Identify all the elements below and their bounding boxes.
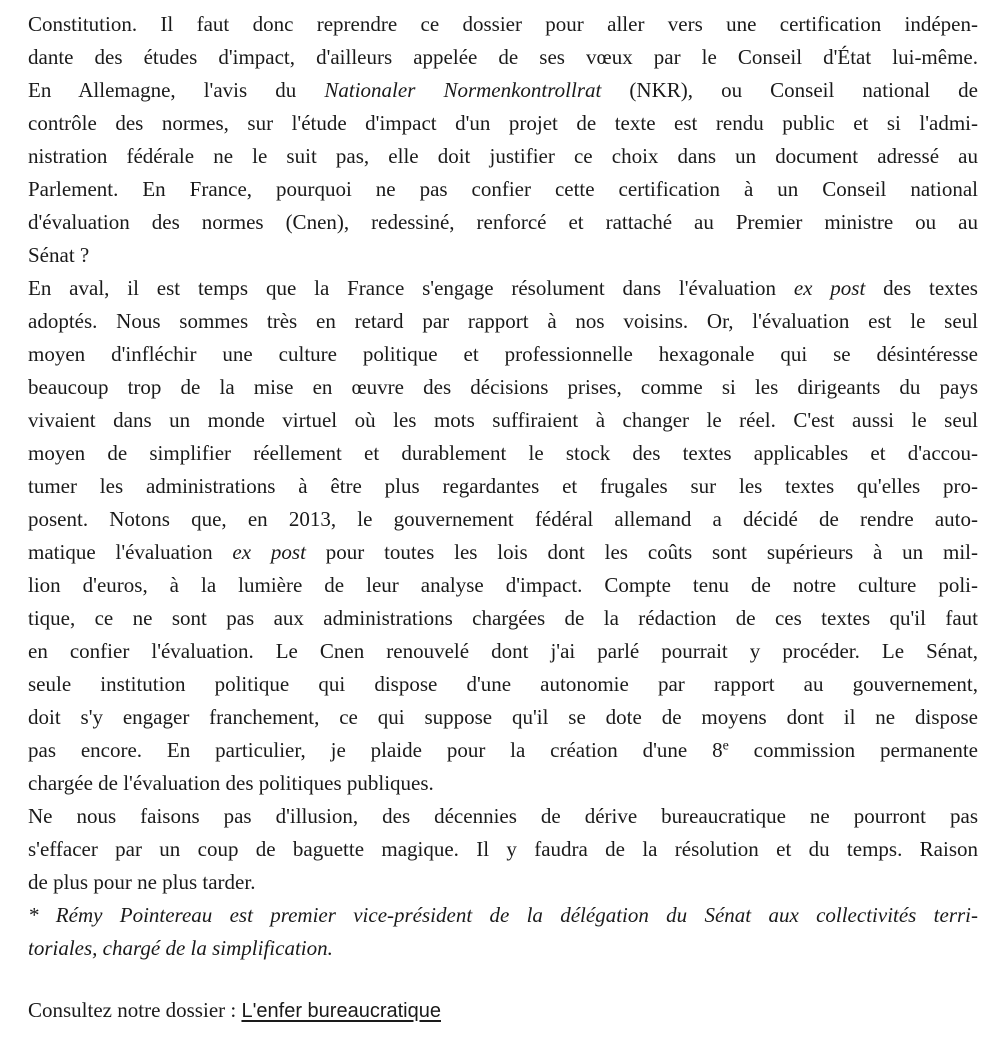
- text-line: adoptés. Nous sommes très en retard par rapport à nos voisins. Or, l'évaluation est le seul: [28, 309, 978, 333]
- text-line: Parlement. En France, pourquoi ne pas confier cette certification à un Conseil national: [28, 177, 978, 201]
- text-line: beaucoup trop de la mise en œuvre des décisions prises, comme si les dirigeants du pays: [28, 375, 978, 399]
- text-line: de plus pour ne plus tarder.: [28, 870, 256, 894]
- dossier-footer: [28, 994, 978, 1028]
- text-line: lion d'euros, à la lumière de leur analyse d'impact. Compte tenu de notre culture poli-: [28, 573, 978, 597]
- text-line: En Allemagne, l'avis du Nationaler Normenkontrollrat (NKR), ou Conseil national de: [28, 78, 978, 102]
- text-line: contrôle des normes, sur l'étude d'impact d'un projet de texte est rendu public et si l'admi-: [28, 111, 978, 135]
- text-line: posent. Notons que, en 2013, le gouvernement fédéral allemand a décidé de rendre auto-: [28, 507, 978, 531]
- paragraph-3: [28, 800, 978, 899]
- italic-term: ex post: [232, 540, 306, 564]
- superscript: e: [722, 738, 729, 754]
- note-line: * Rémy Pointereau est premier vice-président de la délégation du Sénat aux collectivités terri-: [28, 903, 978, 927]
- text-line: pas encore. En particulier, je plaide pour la création d'une 8e commission permanente: [28, 738, 978, 762]
- paragraph-2: [28, 272, 978, 800]
- text-line: moyen d'infléchir une culture politique et professionnelle hexagonale qui se désintéresse: [28, 342, 978, 366]
- spacer: [28, 965, 978, 994]
- text-line: vivaient dans un monde virtuel où les mots suffiraient à changer le réel. C'est aussi le seul: [28, 408, 978, 432]
- text-line: Ne nous faisons pas d'illusion, des décennies de dérive bureaucratique ne pourront pas: [28, 804, 978, 828]
- text-line: d'évaluation des normes (Cnen), redessiné, renforcé et rattaché au Premier ministre ou au: [28, 210, 978, 234]
- text-line: En aval, il est temps que la France s'engage résolument dans l'évaluation ex post des textes: [28, 276, 978, 300]
- text-line: chargée de l'évaluation des politiques publiques.: [28, 771, 434, 795]
- text-line: s'effacer par un coup de baguette magique. Il y faudra de la résolution et du temps. Raison: [28, 837, 978, 861]
- paragraph-1: [28, 8, 978, 272]
- text-line: en confier l'évaluation. Le Cnen renouvelé dont j'ai parlé pourrait y procéder. Le Sénat,: [28, 639, 978, 663]
- footer-prefix: Consultez notre dossier :: [28, 998, 242, 1022]
- note-line: toriales, chargé de la simplification.: [28, 936, 333, 960]
- text-line: matique l'évaluation ex post pour toutes les lois dont les coûts sont supérieurs à un mil-: [28, 540, 978, 564]
- text-line: Sénat ?: [28, 243, 90, 267]
- italic-term: ex post: [793, 276, 866, 300]
- dossier-link[interactable]: L'enfer bureaucratique: [241, 1000, 441, 1022]
- text-line: Constitution. Il faut donc reprendre ce dossier pour aller vers une certification indépen-: [28, 12, 978, 36]
- text-line: nistration fédérale ne le suit pas, elle doit justifier ce choix dans un document adressé au: [28, 144, 978, 168]
- text-line: tumer les administrations à être plus regardantes et frugales sur les textes qu'elles pro-: [28, 474, 978, 498]
- italic-term: Nationaler Normenkontrollrat: [324, 78, 602, 102]
- text-line: dante des études d'impact, d'ailleurs appelée de ses vœux par le Conseil d'État lui-même.: [28, 45, 978, 69]
- author-note: [28, 899, 978, 965]
- text-line: doit s'y engager franchement, ce qui suppose qu'il se dote de moyens dont il ne dispose: [28, 705, 978, 729]
- text-line: tique, ce ne sont pas aux administrations chargées de la rédaction de ces textes qu'il faut: [28, 606, 978, 630]
- text-line: moyen de simplifier réellement et durablement le stock des textes applicables et d'accou-: [28, 441, 978, 465]
- article-body: [28, 8, 978, 1028]
- text-line: seule institution politique qui dispose d'une autonomie par rapport au gouvernement,: [28, 672, 978, 696]
